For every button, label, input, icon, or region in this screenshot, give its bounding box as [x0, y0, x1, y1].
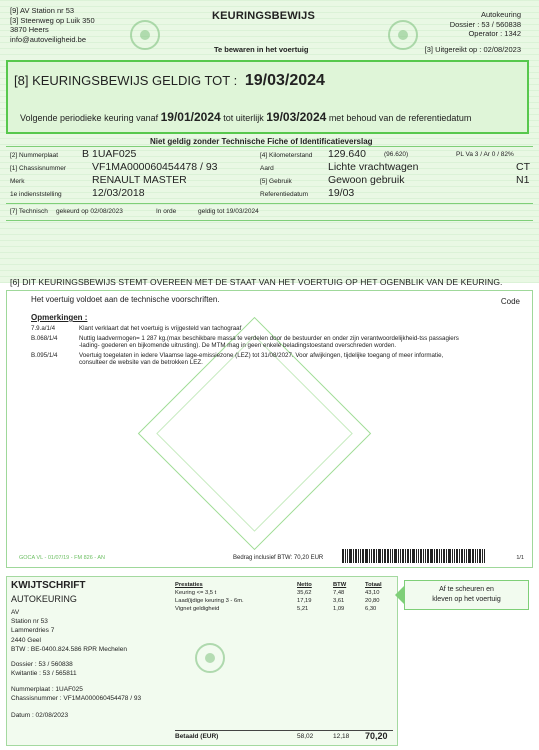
barcode-bar: [402, 549, 404, 563]
plate-line: Nummerplaat : 1UAF025: [11, 686, 83, 693]
technical-valid: geldig tot 19/03/2024: [198, 208, 259, 215]
form-reference: GOCA VL - 01/07/19 - FM 826 - AN: [19, 555, 105, 561]
barcode-bar: [407, 549, 409, 563]
remarks-list: [31, 325, 461, 369]
km-previous: (96.620): [384, 151, 409, 158]
barcode-bar: [358, 549, 359, 563]
technical-checked: gekeurd op 02/08/2023: [56, 208, 123, 215]
document-title: KEURINGSBEWIJS: [212, 10, 316, 22]
page-number: 1/1: [516, 555, 524, 561]
barcode-bar: [468, 549, 471, 563]
barcode-bar: [400, 549, 401, 563]
barcode-bar: [482, 549, 483, 563]
station-email: info@autoveiligheid.be: [10, 34, 86, 44]
divider: [6, 220, 533, 221]
barcode-bar: [345, 549, 346, 563]
tear-off-label[interactable]: [404, 580, 529, 610]
validity-box: [6, 60, 529, 134]
technical-row: [10, 208, 259, 215]
barcode-bar: [378, 549, 381, 563]
barcode-bar: [349, 549, 352, 563]
ref-label: Referentiedatum: [260, 191, 309, 198]
barcode-bar: [353, 549, 354, 563]
next-inspection-suffix: met behoud van de referentiedatum: [328, 113, 472, 123]
barcode-bar: [390, 549, 391, 563]
address-line: Station nr 53: [11, 618, 48, 626]
receipt-dossier: [11, 660, 77, 678]
brand-label: Merk: [10, 178, 25, 185]
remark-code: B.095/1/4: [31, 351, 58, 359]
barcode-bar: [466, 549, 467, 563]
ref-row: [260, 187, 355, 200]
row-net: 35,62: [297, 590, 312, 596]
goca-logo-icon: [388, 20, 418, 50]
total-label: Betaald (EUR): [175, 733, 219, 740]
barcode-bar: [398, 549, 399, 563]
barcode: [342, 549, 512, 563]
validity-title: [14, 72, 325, 90]
barcode-bar: [477, 549, 478, 563]
plate-value: 1UAF025: [92, 148, 137, 160]
dossier-line: Autokeuring: [480, 10, 521, 19]
row-net: 17,19: [297, 598, 312, 604]
tear-off-line: kleven op het voertuig: [432, 596, 501, 603]
barcode-bar: [410, 549, 411, 563]
inspection-details-panel: [6, 290, 533, 568]
receipt-vehicle: [11, 685, 141, 703]
chassis-row: [10, 161, 218, 174]
barcode-bar: [342, 549, 344, 563]
barcode-bar: [382, 549, 383, 563]
table-row: [175, 590, 393, 598]
km-label: [4] Kilometerstand: [260, 152, 313, 159]
receipt: [6, 576, 398, 746]
service-row: [10, 187, 145, 200]
brand-value: RENAULT MASTER: [92, 174, 187, 186]
barcode-bar: [461, 549, 463, 563]
barcode-bar: [459, 549, 460, 563]
barcode-bar: [394, 549, 397, 563]
barcode-bar: [425, 549, 426, 563]
barcode-bar: [412, 549, 415, 563]
dossier-line: Dossier : 53 / 560838: [11, 661, 73, 668]
issued-date: [3] Uitgereikt op : 02/08/2023: [424, 45, 521, 54]
technical-status: In orde: [156, 208, 177, 215]
receipt-date: Datum : 02/08/2023: [11, 712, 69, 719]
use-label: [5] Gebruik: [260, 178, 292, 185]
barcode-bar: [418, 549, 419, 563]
barcode-bar: [392, 549, 393, 563]
barcode-bar: [369, 549, 370, 563]
plate-label: [2] Nummerplaat: [10, 152, 59, 159]
col-net: Netto: [297, 582, 312, 588]
address-line: 2440 Geel: [11, 636, 41, 644]
goca-logo-icon: [130, 20, 160, 50]
barcode-bar: [441, 549, 442, 563]
chassis-label: [1] Chassisnummer: [10, 165, 66, 172]
remarks-title: Opmerkingen :: [31, 313, 88, 322]
inspection-certificate-top: [0, 0, 539, 287]
address-line: AV: [11, 609, 20, 616]
row-desc: Keuring <= 3,5 t: [175, 590, 217, 596]
station-address: [10, 6, 95, 44]
address-line: Lammerdries 7: [11, 627, 55, 635]
barcode-bar: [360, 549, 361, 563]
remark-text: Klant verklaart dat het voertuig is vrijgesteld van tachograaf: [79, 325, 242, 332]
validity-label: [8] KEURINGSBEWIJS GELDIG TOT :: [14, 73, 238, 88]
dossier-info: [450, 10, 521, 39]
barcode-bar: [405, 549, 406, 563]
use-row: [260, 174, 530, 187]
conformity-statement: [6] DIT KEURINGSBEWIJS STEMT OVEREEN MET DE STAAT VAN HET VOERTUIG OP HET OGENBLIK VAN DE KEURING.: [10, 277, 503, 287]
divider: [6, 203, 533, 204]
row-vat: 3,61: [333, 598, 345, 604]
dossier-line: Dossier : 53 / 560838: [449, 19, 521, 29]
chassis-line: Chassisnummer : VF1MA000060454478 / 93: [11, 695, 142, 703]
next-inspection-to: 19/03/2024: [266, 110, 327, 124]
tear-off-line: Af te scheuren en: [439, 586, 494, 593]
barcode-bar: [430, 549, 433, 563]
barcode-bar: [423, 549, 424, 563]
next-inspection-from: 19/01/2024: [160, 110, 221, 124]
barcode-bar: [365, 549, 368, 563]
validity-date: 19/03/2024: [244, 72, 325, 89]
barcode-bar: [439, 549, 440, 563]
col-total: Totaal: [365, 582, 382, 588]
total-net: 58,02: [297, 733, 314, 740]
receipt-title: KWIJTSCHRIFT: [11, 580, 86, 591]
total-vat: 12,18: [333, 733, 350, 740]
barcode-bar: [456, 549, 458, 563]
ref-value: 19/03: [328, 187, 355, 199]
row-desc: Laad(ijdige keuring 3 - 6m.: [175, 598, 244, 604]
type-value: Lichte vrachtwagen: [328, 161, 419, 173]
remark-code: 7.9.a/1/4: [31, 325, 56, 332]
row-total: 20,80: [365, 598, 380, 604]
receipt-number-line: Kwitantie : 53 / 565811: [11, 670, 77, 678]
brand-row: [10, 174, 187, 187]
type-code: CT: [516, 161, 530, 173]
use-code: N1: [516, 174, 530, 186]
barcode-bar: [472, 549, 474, 563]
barcode-bar: [371, 549, 372, 563]
remark-text: Nuttig laadvermogen= 1 287 kg.(max beschikbare massa te verdelen door de bestuurder en onder zijn verantwoordelijkheid-tss passagiers -lading- goederen en bijkomende uitrusting). De MTM mag in geen enkele beladingstoestand overschreden worden.: [79, 334, 459, 350]
barcode-bar: [443, 549, 445, 563]
barcode-bar: [484, 549, 485, 563]
row-total: 6,30: [365, 606, 377, 612]
divider: [6, 146, 533, 147]
col-services: Prestaties: [175, 582, 203, 588]
receipt-subtitle: AUTOKEURING: [11, 594, 77, 604]
barcode-bar: [347, 549, 348, 563]
row-net: 5,21: [297, 606, 309, 612]
next-inspection-mid: tot uiterlijk: [223, 113, 264, 123]
table-row: [175, 598, 393, 606]
use-value: Gewoon gebruik: [328, 174, 405, 186]
barcode-bar: [452, 549, 453, 563]
barcode-bar: [427, 549, 429, 563]
barcode-bar: [376, 549, 377, 563]
goca-logo-icon: [195, 643, 225, 673]
pl-code: PL Va 3 / Ar 0 / 82%: [456, 151, 514, 158]
barcode-bar: [454, 549, 455, 563]
document-subtitle: Te bewaren in het voertuig: [214, 45, 309, 54]
row-vat: 7,48: [333, 590, 345, 596]
next-inspection-prefix: Volgende periodieke keuring vanaf: [20, 113, 159, 123]
row-vat: 1,09: [333, 606, 345, 612]
km-row: [260, 148, 514, 161]
receipt-total-row: [175, 730, 393, 742]
barcode-bar: [355, 549, 357, 563]
barcode-bar: [416, 549, 417, 563]
remark-item: [31, 335, 461, 350]
arrow-left-icon: [395, 586, 404, 604]
barcode-bar: [448, 549, 451, 563]
service-label: 1e indienststelling: [10, 191, 62, 198]
table-header: [175, 582, 393, 590]
receipt-table: [175, 582, 393, 614]
station-line: [3] Steenweg op Luik 350: [10, 15, 95, 25]
code-header: Code: [500, 297, 520, 306]
km-value: 129.640: [328, 148, 366, 160]
vat-line: BTW : BE-0400.824.586 RPR Mechelen: [11, 645, 127, 653]
row-total: 43,10: [365, 590, 380, 596]
station-line: [9] AV Station nr 53: [10, 6, 75, 15]
next-inspection-line: [20, 110, 471, 124]
col-vat: BTW: [333, 582, 347, 588]
barcode-bar: [387, 549, 389, 563]
barcode-bar: [446, 549, 447, 563]
remark-code: B.068/1/4: [31, 334, 58, 342]
dossier-line: Operator : 1342: [468, 29, 521, 38]
barcode-bar: [464, 549, 465, 563]
technical-label: [7] Technisch: [10, 208, 48, 215]
barcode-bar: [420, 549, 422, 563]
remark-item: [31, 325, 461, 333]
row-desc: Vignet geldigheid: [175, 606, 220, 612]
plate-prefix: B: [82, 148, 90, 160]
not-valid-notice: Niet geldig zonder Technische Fiche of Identificatieverslag: [150, 137, 373, 146]
receipt-address: [11, 608, 127, 654]
plate-row: [10, 148, 137, 161]
barcode-bar: [434, 549, 435, 563]
station-line: 3870 Heers: [10, 25, 49, 34]
barcode-bar: [479, 549, 481, 563]
table-row: [175, 606, 393, 614]
price-text: Bedrag inclusief BTW: 70,20 EUR: [233, 555, 324, 561]
barcode-bar: [475, 549, 476, 563]
total-sum: 70,20: [365, 731, 388, 741]
remark-text: Voertuig toegelaten in iedere Vlaamse lage-emissiezone (LEZ) tot 31/08/2027. Voor afwijkingen, tijdelijke toegang of meer informatie, consulteer de website van de betrokken LEZ.: [79, 351, 444, 367]
barcode-bar: [436, 549, 438, 563]
barcode-bar: [362, 549, 364, 563]
remark-item: [31, 352, 461, 367]
chassis-value: VF1MA000060454478 / 93: [92, 161, 218, 173]
barcode-bar: [373, 549, 375, 563]
type-label: Aard: [260, 165, 274, 172]
barcode-bar: [384, 549, 386, 563]
type-row: [260, 161, 530, 174]
conformity-text: Het voertuig voldoet aan de technische voorschriften.: [31, 295, 220, 304]
service-value: 12/03/2018: [92, 187, 145, 199]
